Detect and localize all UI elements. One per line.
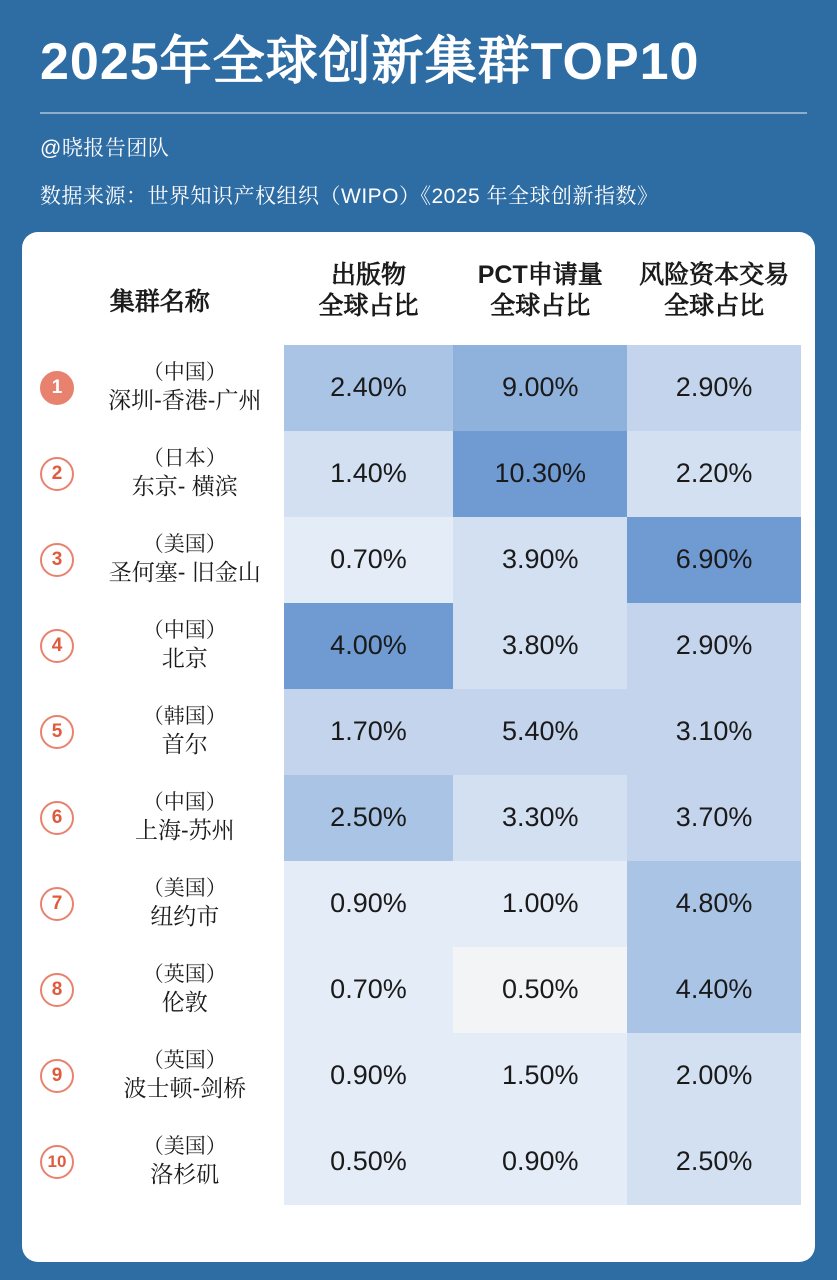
cluster-city: 波士顿-剑桥 [123, 1075, 247, 1102]
cell-pct [453, 861, 627, 947]
cell-publications [284, 1033, 454, 1119]
col-header-vc-line1: 风险资本交易 [639, 261, 790, 290]
cluster-city: 纽约市 [150, 903, 220, 930]
cell-publications [284, 1119, 454, 1205]
cell-publications [284, 775, 454, 861]
cell-cluster-name [36, 345, 284, 431]
innovation-cluster-table [36, 250, 801, 1205]
cell-vc [627, 603, 801, 689]
cluster-country: （韩国） [142, 705, 227, 729]
cell-publications [284, 861, 454, 947]
cell-pct-value: 0.90% [501, 1146, 579, 1177]
cell-vc-value: 2.50% [675, 1146, 753, 1177]
table-row [36, 947, 801, 1033]
cell-pct-value: 1.50% [501, 1060, 579, 1091]
cluster-city: 上海-苏州 [134, 817, 235, 844]
cell-publications-value: 1.40% [330, 458, 407, 489]
cluster-country: （英国） [142, 963, 227, 987]
cell-vc [627, 947, 801, 1033]
col-header-pct-line1: PCT申请量 [477, 261, 603, 290]
cell-cluster-name [36, 947, 284, 1033]
cell-pct-value: 9.00% [501, 372, 579, 403]
rank-badge: 3 [40, 543, 74, 577]
cell-cluster-name [36, 1119, 284, 1205]
data-source: 数据来源：世界知识产权组织（WIPO）《2025 年全球创新指数》 [40, 185, 659, 209]
cell-pct-value: 10.30% [494, 458, 587, 489]
cell-publications-value: 0.70% [330, 544, 407, 575]
cell-publications-value: 1.70% [330, 716, 407, 747]
cell-vc [627, 775, 801, 861]
table-row [36, 1119, 801, 1205]
table-row [36, 775, 801, 861]
table-header [36, 250, 801, 345]
page-title: 2025年全球创新集群TOP10 [40, 33, 700, 91]
cluster-country: （中国） [142, 619, 227, 643]
cell-pct [453, 603, 627, 689]
cluster-country: （日本） [142, 447, 227, 471]
cell-cluster-name [36, 1033, 284, 1119]
table-row [36, 345, 801, 431]
col-header-publications-line2: 全球占比 [318, 292, 419, 321]
col-header-cluster-name-line1: 集群名称 [109, 288, 210, 317]
cell-publications-value: 0.90% [330, 1060, 407, 1091]
cell-publications-value: 0.90% [330, 888, 407, 919]
cell-cluster-name [36, 603, 284, 689]
cell-vc-value: 2.20% [675, 458, 753, 489]
cell-pct-value: 3.30% [501, 802, 579, 833]
data-table-card [22, 232, 815, 1262]
col-header-cluster-name [36, 250, 284, 345]
cell-pct [453, 431, 627, 517]
col-header-publications-line1: 出版物 [330, 261, 406, 290]
cell-pct-value: 1.00% [501, 888, 579, 919]
cell-pct-value: 3.90% [501, 544, 579, 575]
cluster-city: 圣何塞- 旧金山 [108, 559, 261, 586]
table-row [36, 431, 801, 517]
rank-badge: 8 [40, 973, 74, 1007]
table-row [36, 1033, 801, 1119]
cell-vc-value: 2.00% [675, 1060, 753, 1091]
cell-vc [627, 345, 801, 431]
cell-publications [284, 689, 454, 775]
col-header-pct [453, 250, 627, 345]
cell-vc [627, 431, 801, 517]
cell-publications [284, 517, 454, 603]
cluster-city: 洛杉矶 [150, 1161, 220, 1188]
table-body [36, 345, 801, 1205]
col-header-vc-line2: 全球占比 [664, 292, 765, 321]
cell-pct [453, 1119, 627, 1205]
cell-vc [627, 1033, 801, 1119]
cluster-country: （英国） [142, 1049, 227, 1073]
cell-pct-value: 0.50% [501, 974, 579, 1005]
rank-badge: 9 [40, 1059, 74, 1093]
table-row [36, 603, 801, 689]
cell-publications-value: 0.50% [330, 1146, 407, 1177]
table-row [36, 689, 801, 775]
cell-pct-value: 5.40% [501, 716, 579, 747]
cell-publications [284, 947, 454, 1033]
cluster-country: （中国） [142, 361, 227, 385]
cluster-country: （美国） [142, 877, 227, 901]
table-row [36, 861, 801, 947]
cell-publications [284, 345, 454, 431]
cell-cluster-name [36, 775, 284, 861]
cell-pct [453, 775, 627, 861]
cell-vc-value: 2.90% [675, 630, 753, 661]
cell-cluster-name [36, 517, 284, 603]
cluster-city: 东京- 横滨 [131, 473, 238, 500]
cell-pct [453, 689, 627, 775]
cluster-country: （美国） [142, 533, 227, 557]
cell-pct [453, 947, 627, 1033]
cell-cluster-name [36, 689, 284, 775]
cluster-city: 北京 [161, 645, 208, 672]
cell-pct [453, 345, 627, 431]
cell-pct [453, 517, 627, 603]
cell-pct [453, 1033, 627, 1119]
rank-badge: 10 [40, 1145, 74, 1179]
byline: @晓报告团队 [40, 137, 170, 161]
rank-badge: 7 [40, 887, 74, 921]
cell-vc [627, 861, 801, 947]
rank-badge: 6 [40, 801, 74, 835]
cell-vc-value: 3.70% [675, 802, 753, 833]
cell-publications-value: 4.00% [330, 630, 407, 661]
cell-publications [284, 603, 454, 689]
cell-vc-value: 2.90% [675, 372, 753, 403]
col-header-vc [627, 250, 801, 345]
rank-badge: 4 [40, 629, 74, 663]
cluster-city: 伦敦 [161, 989, 208, 1016]
rank-badge: 2 [40, 457, 74, 491]
cluster-city: 深圳-香港-广州 [108, 387, 262, 414]
cell-vc [627, 517, 801, 603]
col-header-publications [284, 250, 454, 345]
cell-vc-value: 4.80% [675, 888, 753, 919]
cell-cluster-name [36, 431, 284, 517]
cell-publications-value: 0.70% [330, 974, 407, 1005]
cell-publications-value: 2.40% [330, 372, 407, 403]
cell-vc-value: 4.40% [675, 974, 753, 1005]
cluster-country: （中国） [142, 791, 227, 815]
col-header-pct-line2: 全球占比 [490, 292, 591, 321]
cell-vc-value: 6.90% [675, 544, 753, 575]
cell-publications-value: 2.50% [330, 802, 407, 833]
cluster-country: （美国） [142, 1135, 227, 1159]
rank-badge: 1 [40, 371, 74, 405]
cell-vc [627, 1119, 801, 1205]
rank-badge: 5 [40, 715, 74, 749]
cell-pct-value: 3.80% [501, 630, 579, 661]
cell-vc-value: 3.10% [675, 716, 753, 747]
cell-publications [284, 431, 454, 517]
cell-vc [627, 689, 801, 775]
cluster-city: 首尔 [161, 731, 208, 758]
cell-cluster-name [36, 861, 284, 947]
table-row [36, 517, 801, 603]
